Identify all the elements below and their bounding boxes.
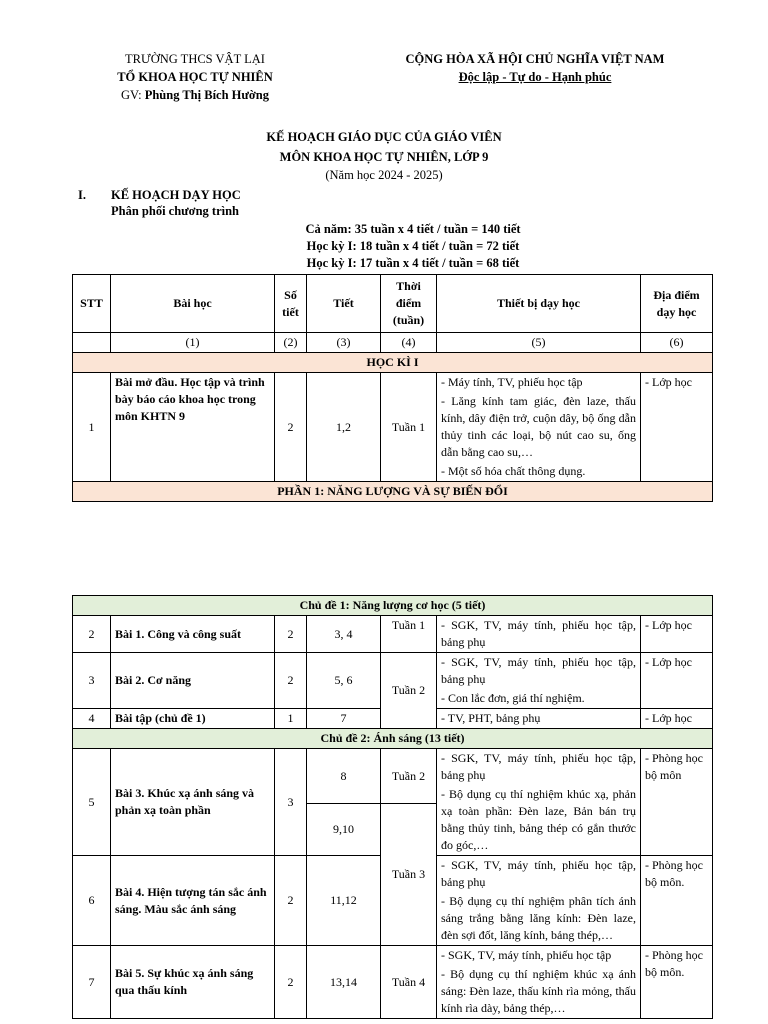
part-label: PHẦN 1: NĂNG LƯỢNG VÀ SỰ BIẾN ĐỔI — [73, 482, 713, 502]
department-name: TỔ KHOA HỌC TỰ NHIÊN — [117, 70, 273, 84]
row-lesson: Bài 3. Khúc xạ ánh sáng và phản xạ toàn phần — [111, 749, 275, 856]
row-week: Tuần 1 — [381, 373, 437, 482]
row-equipment: - SGK, TV, máy tính, phiếu học tập, bảng phụ — [437, 616, 641, 653]
row-lesson: Bài 2. Cơ năng — [111, 653, 275, 709]
title-line-2: MÔN KHOA HỌC TỰ NHIÊN, LỚP 9 — [279, 150, 489, 164]
col-number: (6) — [641, 333, 713, 353]
row-stt: 6 — [73, 856, 111, 946]
equipment-item: - Lăng kính tam giác, đèn laze, thấu kính, dây điện trở, cuộn dây, bộ ống dẫn thủy tinh các loại, bộ nút cao su, ống dẫn bằng cao su,… — [441, 394, 636, 459]
row-stt: 3 — [73, 653, 111, 709]
teacher-line — [100, 86, 290, 104]
summary-year: Cả năm: 35 tuần x 4 tiết / tuần = 140 tiết — [305, 222, 521, 236]
equipment-item: - SGK, TV, máy tính, phiếu học tập, bảng phụ — [441, 858, 636, 889]
nation-motto: Độc lập - Tự do - Hạnh phúc — [458, 70, 612, 84]
row-equipment — [437, 749, 641, 856]
row-lesson: Bài tập (chủ đề 1) — [111, 709, 275, 729]
header-lesson: Bài học — [111, 275, 275, 333]
header-equipment: Thiết bị dạy học — [437, 275, 641, 333]
section-title: KẾ HOẠCH DẠY HỌC — [111, 188, 241, 202]
row-place: - Lớp học — [641, 373, 713, 482]
row-lesson: Bài 4. Hiện tượng tán sắc ánh sáng. Màu sắc ánh sáng — [111, 856, 275, 946]
equipment-item: - Một số hóa chất thông dụng. — [441, 464, 586, 478]
row-periods: 2 — [275, 616, 307, 653]
row-stt: 5 — [73, 749, 111, 856]
topic-label: Chủ đề 2: Ánh sáng (13 tiết) — [73, 729, 713, 749]
row-stt: 4 — [73, 709, 111, 729]
section-subtitle: Phân phối chương trình — [111, 204, 240, 218]
row-periods: 2 — [275, 856, 307, 946]
header-week: Thời điểm (tuần) — [381, 275, 437, 333]
row-tiet: 11,12 — [307, 856, 381, 946]
plan-table-part-2 — [72, 595, 713, 1019]
topic-band — [73, 596, 713, 616]
period-summary — [0, 221, 768, 272]
col-number: (4) — [381, 333, 437, 353]
col-number-blank — [73, 333, 111, 353]
column-number-row — [73, 333, 713, 353]
row-lesson: Bài 1. Công và công suất — [111, 616, 275, 653]
title-line-1: KẾ HOẠCH GIÁO DỤC CỦA GIÁO VIÊN — [266, 130, 502, 144]
row-tiet: 13,14 — [307, 946, 381, 1019]
row-tiet: 9,10 — [307, 804, 381, 856]
header-stt: STT — [73, 275, 111, 333]
col-number: (5) — [437, 333, 641, 353]
row-stt: 7 — [73, 946, 111, 1019]
nation-name: CỘNG HÒA XÃ HỘI CHỦ NGHĨA VIỆT NAM — [405, 52, 665, 66]
col-number: (3) — [307, 333, 381, 353]
topic-band — [73, 729, 713, 749]
row-week: Tuần 2 — [381, 749, 437, 804]
row-week: Tuần 1 — [381, 616, 437, 653]
row-periods: 2 — [275, 373, 307, 482]
section-heading — [78, 186, 241, 204]
row-place: - Lớp học — [641, 709, 713, 729]
row-equipment — [437, 946, 641, 1019]
row-place: - Lớp học — [641, 653, 713, 709]
row-week: Tuần 3 — [381, 804, 437, 946]
table-row — [73, 616, 713, 653]
row-equipment: - TV, PHT, bảng phụ — [437, 709, 641, 729]
row-place: - Phòng học bộ môn. — [641, 946, 713, 1019]
document-title — [0, 127, 768, 183]
row-periods: 2 — [275, 946, 307, 1019]
row-lesson: Bài 5. Sự khúc xạ ánh sáng qua thấu kính — [111, 946, 275, 1019]
part-band — [73, 482, 713, 502]
row-tiet: 7 — [307, 709, 381, 729]
header-periods: Số tiết — [275, 275, 307, 333]
row-lesson: Bài mở đầu. Học tập và trình bày báo cáo khoa học trong môn KHTN 9 — [111, 373, 275, 482]
equipment-item: - SGK, TV, máy tính, phiếu học tập, bảng phụ — [441, 655, 636, 686]
row-periods: 2 — [275, 653, 307, 709]
header-tiet: Tiết — [307, 275, 381, 333]
summary-term-1: Học kỳ I: 18 tuần x 4 tiết / tuần = 72 tiết — [306, 239, 520, 253]
row-periods: 1 — [275, 709, 307, 729]
col-number: (2) — [275, 333, 307, 353]
school-year: (Năm học 2024 - 2025) — [325, 168, 443, 182]
row-tiet: 1,2 — [307, 373, 381, 482]
section-number: I. — [78, 188, 86, 202]
col-number: (1) — [111, 333, 275, 353]
row-week: Tuần 2 — [381, 653, 437, 729]
row-equipment — [437, 653, 641, 709]
row-tiet: 5, 6 — [307, 653, 381, 709]
table-row — [73, 749, 713, 804]
equipment-item: - Bộ dụng cụ thí nghiệm khúc xạ, phản xạ toàn phần: Đèn laze, Bản bán trụ bằng thủy tinh, bảng thép có gắn thước đo góc,… — [441, 787, 636, 852]
row-week: Tuần 4 — [381, 946, 437, 1019]
equipment-item: - Bộ dụng cụ thí nghiệm phân tích ánh sáng trắng bằng lăng kính: Đèn laze, đèn sợi đốt, lăng kính, bảng thép,… — [441, 894, 636, 942]
equipment-item: - SGK, TV, máy tính, phiếu học tập — [441, 948, 612, 962]
row-stt: 2 — [73, 616, 111, 653]
row-place: - Phòng học bộ môn. — [641, 856, 713, 946]
equipment-item: - Máy tính, TV, phiếu học tập — [441, 375, 583, 389]
summary-term-2: Học kỳ I: 17 tuần x 4 tiết / tuần = 68 tiết — [306, 256, 520, 270]
semester-band — [73, 353, 713, 373]
semester-label: HỌC KÌ I — [73, 353, 713, 373]
header-place: Địa điểm dạy học — [641, 275, 713, 333]
table-row — [73, 946, 713, 1019]
row-stt: 1 — [73, 373, 111, 482]
nation-header — [380, 50, 690, 86]
equipment-item: - Bộ dụng cụ thí nghiệm khúc xạ ánh sáng: Đèn laze, thấu kính rìa mỏng, thấu kính rìa dày, bảng thép,… — [441, 967, 636, 1015]
row-place: - Phòng học bộ môn — [641, 749, 713, 856]
row-equipment — [437, 856, 641, 946]
row-tiet: 8 — [307, 749, 381, 804]
topic-label: Chủ đề 1: Năng lượng cơ học (5 tiết) — [73, 596, 713, 616]
school-name: TRƯỜNG THCS VẬT LẠI — [125, 52, 265, 66]
teacher-prefix: GV: — [120, 88, 145, 102]
teacher-name: Phùng Thị Bích Hường — [144, 88, 270, 102]
school-header — [100, 50, 290, 104]
row-tiet: 3, 4 — [307, 616, 381, 653]
row-periods: 3 — [275, 749, 307, 856]
plan-table-part-1 — [72, 274, 713, 502]
row-place: - Lớp học — [641, 616, 713, 653]
table-header-row — [73, 275, 713, 333]
row-equipment — [437, 373, 641, 482]
table-row — [73, 373, 713, 482]
equipment-item: - SGK, TV, máy tính, phiếu học tập, bảng phụ — [441, 751, 636, 782]
equipment-item: - Con lắc đơn, giá thí nghiệm. — [441, 691, 585, 705]
table-row — [73, 653, 713, 709]
